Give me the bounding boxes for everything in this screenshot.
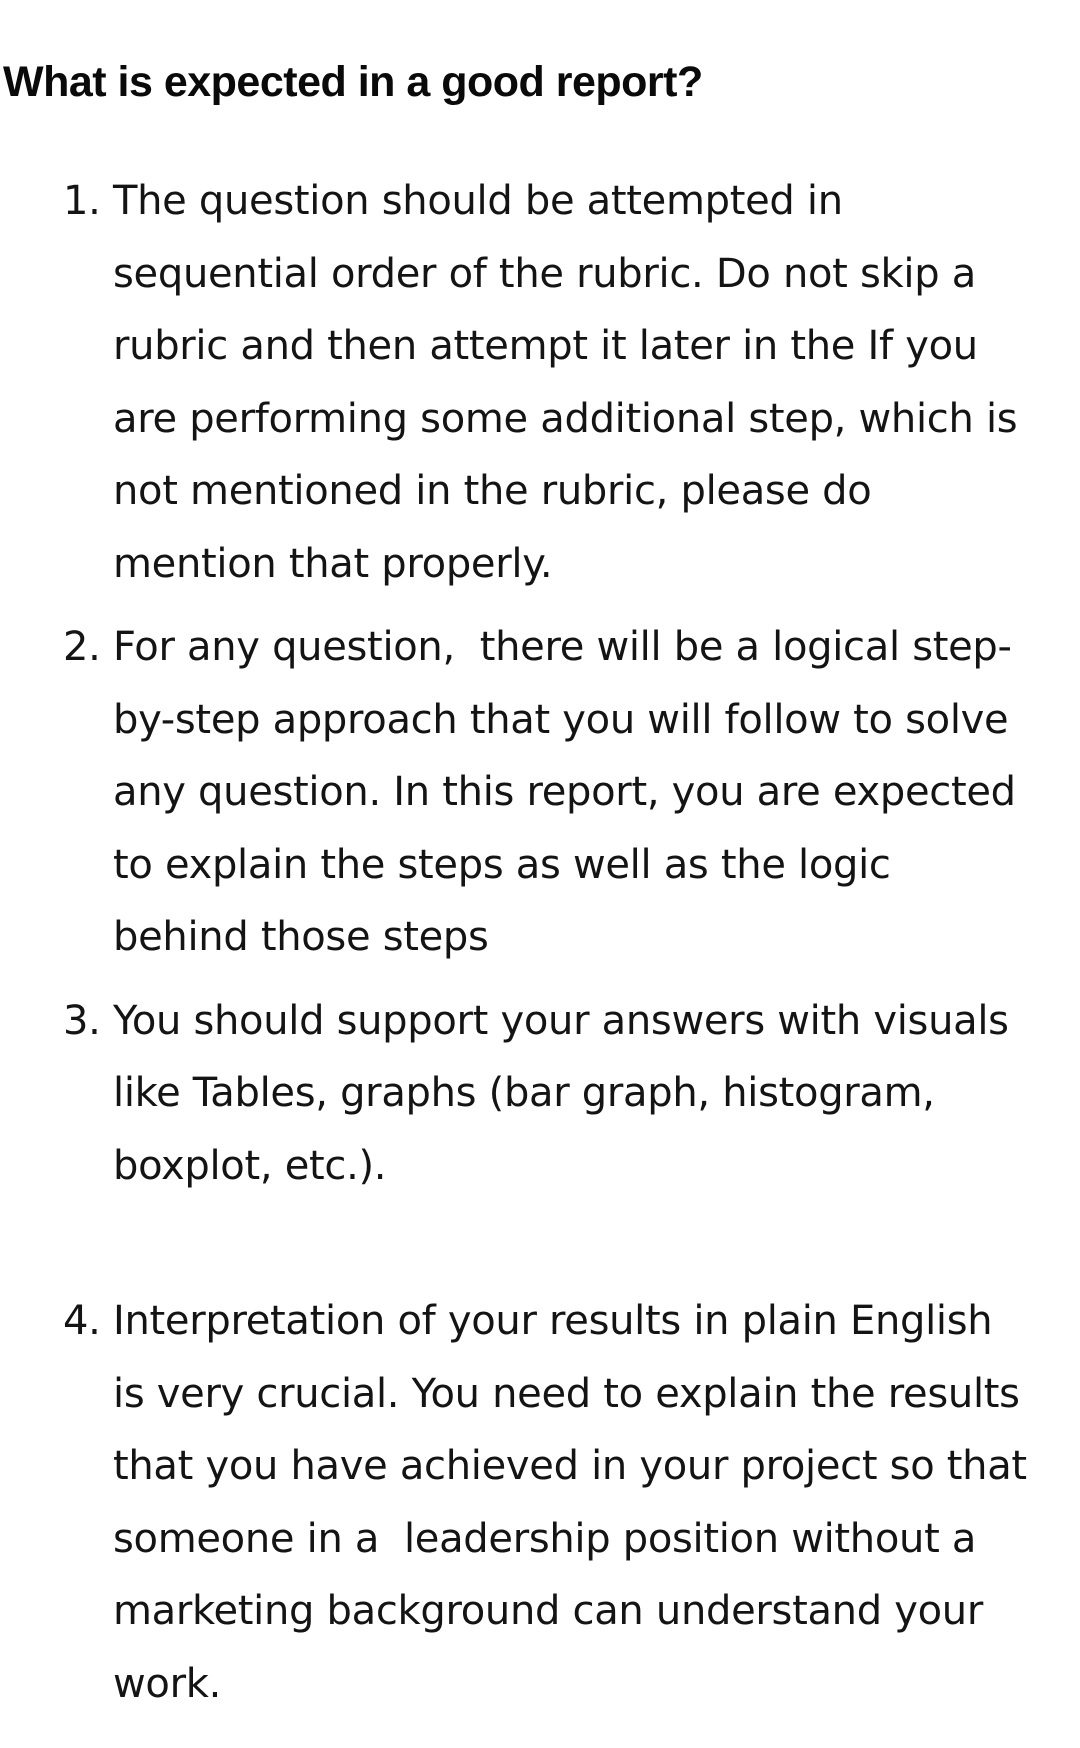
list-item: [0, 165, 1028, 600]
list-item-number: 1.: [63, 178, 101, 224]
list-item-text: For any question, there will be a logical step-by-step approach that you will follow to solve any question. In this report, you are expected to explain the steps as well as the logic behind those steps: [113, 624, 1029, 960]
page-title: What is expected in a good report?: [3, 58, 703, 106]
list-item-text: The question should be attempted in sequential order of the rubric. Do not skip a rubric and then attempt it later in the If you are performing some additional step, which is not mentioned in the rubric, please do mention that properly.: [113, 178, 1030, 587]
list-item-number: 3.: [63, 997, 101, 1044]
list-item-text: Interpretation of your results in plain English is very crucial. You need to explain the results that you have achieved in your project so that someone in a leadership position without a marketing background can understand your work.: [113, 1298, 1040, 1707]
rubric-list: [0, 165, 1080, 1720]
list-item-number: 4.: [63, 1298, 101, 1344]
list-item-number: 2.: [63, 624, 101, 670]
list-item-text: You should support your answers with visuals like Tables, graphs (bar graph, histogram, boxplot, etc.).: [113, 997, 1022, 1189]
list-item: [0, 1285, 1040, 1720]
list-item: [0, 985, 1028, 1203]
list-item: [0, 611, 1028, 974]
